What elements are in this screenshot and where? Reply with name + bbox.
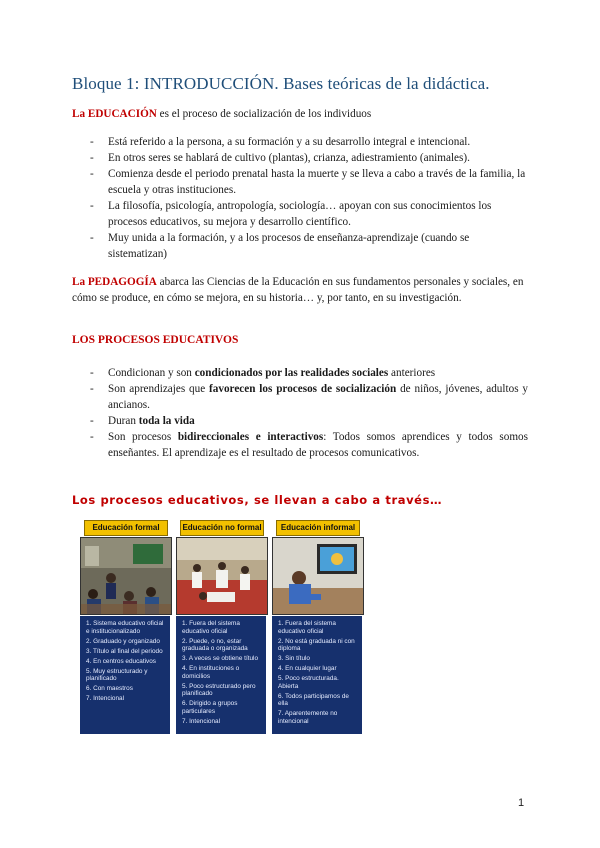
- list-item: 7. Intencional: [86, 695, 125, 703]
- list-item: - En otros seres se hablará de cultivo (plantas), crianza, adiestramiento (animales).: [90, 150, 528, 166]
- page-title: Bloque 1: INTRODUCCIÓN. Bases teóricas de la didáctica.: [72, 74, 490, 93]
- education-types-diagram: [80, 520, 362, 734]
- list-item: 1. Fuera del sistema educativo oficial: [182, 620, 240, 635]
- list-item: 2. No está graduada ni con diploma: [278, 637, 355, 653]
- list-item: 7. Intencional: [182, 717, 221, 725]
- nonformal-features-list: [176, 616, 266, 734]
- informal-education-column: [272, 520, 362, 734]
- list-item: - Está referido a la persona, a su formación y a su desarrollo integral e intencional.: [90, 134, 528, 150]
- list-item: - Duran toda la vida: [90, 413, 528, 429]
- list-item: 5. Poco estructurada. Abierta: [278, 675, 339, 690]
- list-item: 6. Con maestros: [86, 685, 133, 693]
- list-item: 4. En cualquier lugar: [278, 665, 337, 673]
- procesos-bullet-list: [90, 365, 528, 461]
- list-item: 4. En centros educativos: [86, 657, 156, 665]
- educacion-bullet-list: [90, 134, 528, 262]
- list-item: 3. A veces se obtiene título: [182, 655, 259, 663]
- list-item: - Comienza desde el periodo prenatal hasta la muerte y se lleva a cabo a través de la familia, la escuela y otras instituciones.: [90, 166, 528, 198]
- nonformal-education-column: [176, 520, 266, 734]
- pedagogia-paragraph: La PEDAGOGÍA abarca las Ciencias de la Educación en sus fundamentos personales y sociales, en cómo se produce, en cómo se mejora, en su historia… y, por tanto, en su investigación.: [72, 276, 524, 304]
- child-tv-photo: [272, 537, 364, 615]
- list-item: 7. Aparentemente no intencional: [278, 710, 338, 725]
- list-item: 5. Poco estructurado pero planificado: [182, 682, 256, 698]
- educacion-term: La EDUCACIÓN: [72, 108, 157, 120]
- formal-features-list: [80, 616, 170, 734]
- diagram-heading: Los procesos educativos, se llevan a cabo a través…: [72, 493, 443, 507]
- list-item: - Son aprendizajes que favorecen los procesos de socialización de niños, jóvenes, adultos y ancianos.: [90, 381, 528, 413]
- informal-features-list: [272, 616, 362, 734]
- procesos-heading: LOS PROCESOS EDUCATIVOS: [72, 334, 239, 346]
- list-item: 2. Graduado y organizado: [86, 637, 160, 645]
- formal-education-column: [80, 520, 170, 734]
- list-item: 4. En instituciones o domicilios: [182, 665, 240, 680]
- list-item: 3. Sin título: [278, 655, 310, 663]
- classroom-photo: [80, 537, 172, 615]
- list-item: 2. Puede, o no, estar graduada o organizada: [182, 637, 248, 653]
- column-header: Educación formal: [84, 520, 168, 536]
- page-number: 1: [518, 797, 525, 809]
- list-item: 1. Sistema educativo oficial e institucionalizado: [86, 620, 164, 635]
- list-item: 6. Dirigido a grupos particulares: [182, 700, 238, 715]
- list-item: 1. Fuera del sistema educativo oficial: [278, 620, 336, 635]
- pedagogia-term: La PEDAGOGÍA: [72, 276, 157, 288]
- list-item: 5. Muy estructurado y planificado: [86, 667, 148, 683]
- educacion-definition: La EDUCACIÓN es el proceso de socialización de los individuos: [72, 108, 372, 120]
- list-item: 3. Título al final del periodo: [86, 647, 163, 655]
- list-item: - Condicionan y son condicionados por las realidades sociales anteriores: [90, 365, 528, 381]
- martial-arts-photo: [176, 537, 268, 615]
- list-item: - Son procesos bidireccionales e interactivos: Todos somos aprendices y todos somos enseñantes. El aprendizaje es el resultado de procesos comunicativos.: [90, 429, 528, 461]
- column-header: Educación informal: [276, 520, 360, 536]
- column-header: Educación no formal: [180, 520, 264, 536]
- list-item: - Muy unida a la formación, y a los procesos de enseñanza-aprendizaje (cuando se sistematizan): [90, 230, 528, 262]
- list-item: 6. Todos participamos de ella: [278, 692, 349, 708]
- list-item: - La filosofía, psicología, antropología, sociología… apoyan con sus conocimientos los procesos educativos, su mejora y desarrollo científico.: [90, 198, 528, 230]
